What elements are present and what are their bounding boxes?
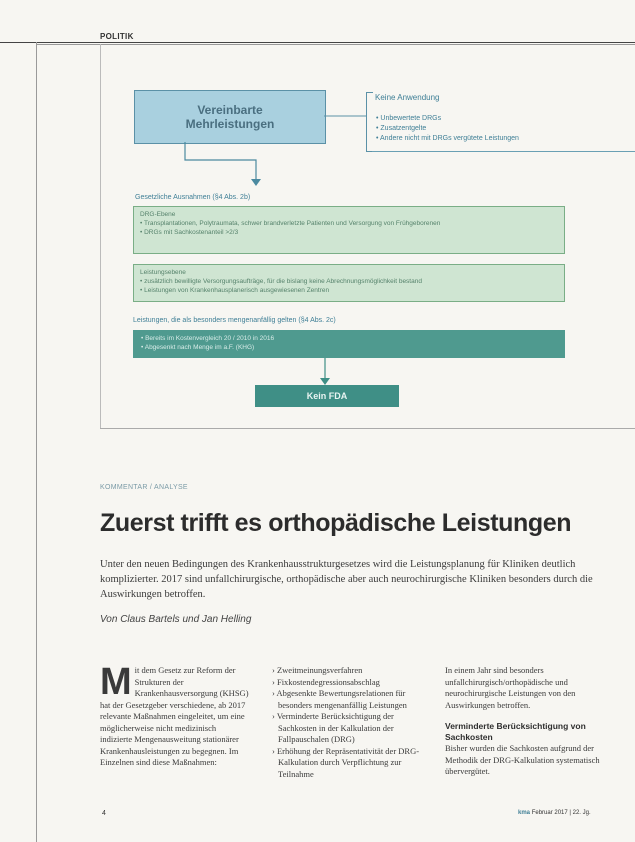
vereinbarte-mehrleistungen-box (134, 90, 326, 144)
list-item: • Bereits im Kostenvergleich 20 / 2010 in 2016 (141, 334, 557, 343)
list-item (272, 711, 432, 746)
list-item (272, 677, 432, 689)
magazine-name: kma (518, 810, 531, 816)
list-item: • Andere nicht mit DRGs vergütete Leistungen (376, 134, 519, 144)
list-item: • Abgesenkt nach Menge im a.F. (KHG) (141, 343, 557, 352)
list-item-label: Fixkostendegressionsabschlag (276, 676, 380, 687)
body-column-1 (100, 661, 250, 769)
list-item-label: Zweitmeinungsverfahren (276, 665, 363, 675)
folio (518, 810, 591, 816)
figure-rule-bottom (100, 428, 635, 429)
dropcap: M (100, 661, 132, 703)
bullet: › (272, 665, 277, 675)
page-number: 4 (102, 810, 106, 817)
bullet: › (272, 745, 277, 756)
list-item: • Leistungen von Krankenhausplanerisch ausgewiesenen Zentren (140, 286, 558, 295)
list-item: • Zusatzentgelte (376, 124, 519, 134)
header-rule (0, 42, 635, 43)
kicker: KOMMENTAR / ANALYSE (100, 484, 188, 491)
body-column-3 (445, 665, 605, 778)
figure-left-edge (100, 44, 101, 429)
right-connector (372, 151, 635, 174)
headline: Zuerst trifft es orthopädische Leistungen (100, 509, 572, 537)
kein-fda-box: Kein FDA (255, 385, 399, 407)
subheading: Verminderte Berücksichtigung von Sachkosten (445, 721, 586, 742)
drg-ebene-box (133, 206, 565, 254)
body-text: In einem Jahr sind besonders unfallchirurgisch/orthopädische und neurochirurgische Leistungen von den Auswirkungen betroffen. (445, 665, 576, 710)
box-line-1: Vereinbarte (197, 103, 263, 117)
issue-info: Februar 2017 | 22. Jg. (531, 810, 591, 816)
bullet: › (272, 676, 277, 687)
body-text: it dem Gesetz zur Reform der Strukturen der Krankenhausversorgung (KHSG) hat der Gesetzgeber verschiedene, ab 2017 relevante Maßnahmen eingeleitet, um eine möglicherweise nicht medizinisch indizierte Mengenausweitung stationärer Krankenhausleistungen zu begegnen. Im Einzelnen sind diese Maßnahmen: (100, 665, 249, 767)
exceptions-title: Gesetzliche Ausnahmen (§4 Abs. 2b) (135, 194, 251, 201)
box-line-2: Mehrleistungen (185, 117, 275, 131)
list-item-label: Erhöhung der Repräsentativität der DRG-Kalkulation durch Verpflichtung zur Teilnahme (276, 745, 420, 779)
list-item (272, 746, 432, 781)
kein-anwendung-list (376, 114, 519, 144)
leist-box-title: Leistungsebene (140, 269, 186, 276)
byline: Von Claus Bartels und Jan Helling (100, 614, 252, 625)
margin-rule (36, 42, 37, 842)
kein-anwendung-title: Keine Anwendung (375, 93, 440, 102)
mengenanfaellig-box (133, 330, 565, 358)
list-item: • DRGs mit Sachkostenanteil >2/3 (140, 228, 558, 237)
list-item (272, 688, 432, 711)
drg-box-title: DRG-Ebene (140, 211, 176, 218)
list-item: • zusätzlich bewilligte Versorgungsaufträge, für die bislang keine Abrechnungsmöglichkeit bestand (140, 277, 558, 286)
section-label: POLITIK (100, 32, 134, 41)
list-item-label: Verminderte Berücksichtigung der Sachkosten in der Kalkulation der Fallpauschalen (DRG) (276, 711, 394, 744)
kein-bracket (366, 92, 373, 152)
body-text: Bisher wurden die Sachkosten aufgrund der Methodik der DRG-Kalkulation systematisch übervergütet. (445, 743, 600, 776)
mengenanfaellig-title: Leistungen, die als besonders mengenanfällig gelten (§4 Abs. 2c) (133, 317, 336, 324)
bullet: › (272, 688, 277, 698)
leistungsebene-box (133, 264, 565, 302)
bullet: › (272, 711, 277, 721)
list-item-label: Abgesenkte Bewertungsrelationen für besonders mengenanfällig Leistungen (276, 688, 407, 710)
list-item: • Unbewertete DRGs (376, 114, 519, 124)
figure-rule-top (36, 44, 635, 45)
body-column-2 (272, 665, 432, 780)
list-item (272, 665, 432, 677)
lead-paragraph: Unter den neuen Bedingungen des Krankenhausstrukturgesetzes wird die Leistungsplanung für Kliniken deutlich komplizierter. 2017 sind unfallchirurgische, orthopädische aber auch neurochirurgische Kliniken besonders durch die Auswirkungen betroffen. (100, 559, 593, 600)
list-item: • Transplantationen, Polytraumata, schwer brandverletzte Patienten und Versorgung von Frühgeborenen (140, 219, 558, 228)
